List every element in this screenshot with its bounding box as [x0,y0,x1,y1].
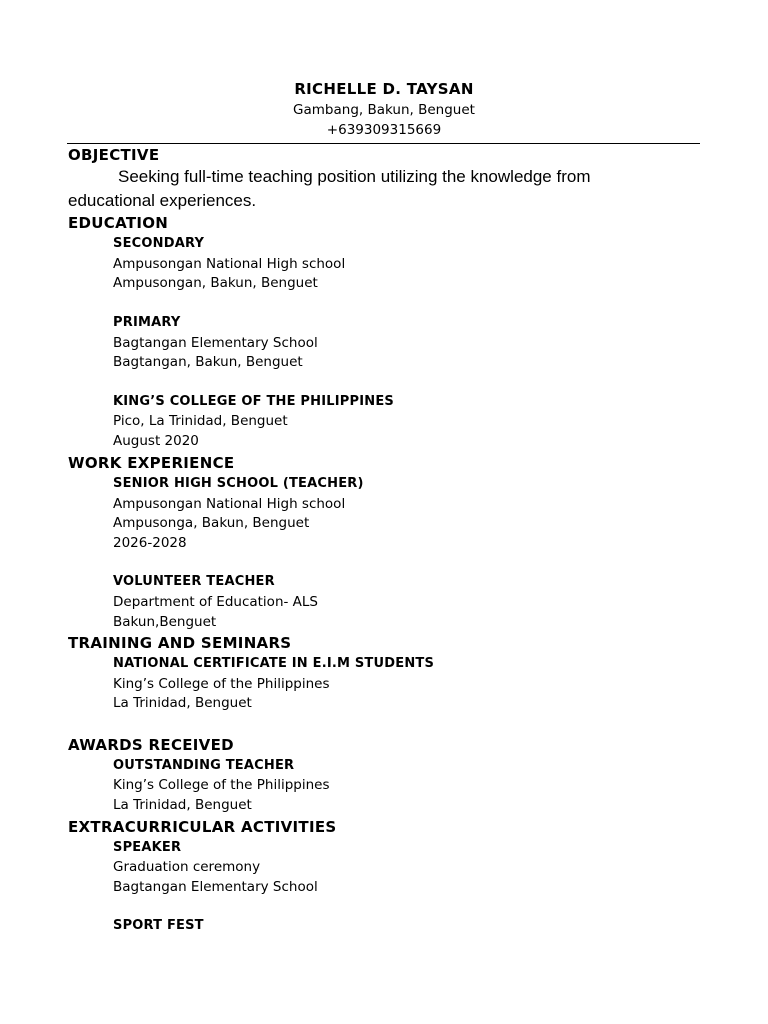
applicant-phone: +639309315669 [326,122,442,138]
work-experience-heading: WORK EXPERIENCE [68,454,235,472]
work-entry-line: Bakun,Benguet [113,614,217,630]
extracurricular-entry-line: Bagtangan Elementary School [113,879,318,895]
extracurricular-entry-title: SPORT FEST [113,918,204,933]
education-heading: EDUCATION [68,214,169,232]
work-entry-line: 2026-2028 [113,535,187,551]
education-entry-line: Bagtangan Elementary School [113,335,318,351]
work-entry-title: VOLUNTEER TEACHER [113,574,275,589]
training-heading: TRAINING AND SEMINARS [68,634,292,652]
work-entry-line: Department of Education- ALS [113,594,318,610]
work-entry-line: Ampusongan National High school [113,496,346,512]
education-entry-title: PRIMARY [113,315,181,330]
education-entry-line: Ampusongan, Bakun, Benguet [113,275,318,291]
education-entry-title: SECONDARY [113,236,205,251]
extracurricular-heading: EXTRACURRICULAR ACTIVITIES [68,818,337,836]
training-entry-line: King’s College of the Philippines [113,676,330,692]
education-entry-title: KING’S COLLEGE OF THE PHILIPPINES [113,394,394,409]
education-entry-line: Pico, La Trinidad, Benguet [113,413,288,429]
extracurricular-entry-line: Graduation ceremony [113,859,261,875]
awards-heading: AWARDS RECEIVED [68,736,234,754]
award-entry-line: King’s College of the Philippines [113,777,330,793]
award-entry-line: La Trinidad, Benguet [113,797,252,813]
extracurricular-entry-title: SPEAKER [113,840,182,855]
award-entry-title: OUTSTANDING TEACHER [113,758,295,773]
applicant-name: RICHELLE D. TAYSAN [294,80,474,98]
header-divider [67,143,700,144]
training-entry-title: NATIONAL CERTIFICATE IN E.I.M STUDENTS [113,656,435,671]
education-entry-line: Bagtangan, Bakun, Benguet [113,354,303,370]
objective-heading: OBJECTIVE [68,146,160,164]
training-entry-line: La Trinidad, Benguet [113,695,252,711]
objective-text-line-1: Seeking full-time teaching position utilizing the knowledge from [118,167,591,186]
education-entry-line: August 2020 [113,433,199,449]
education-entry-line: Ampusongan National High school [113,256,346,272]
work-entry-line: Ampusonga, Bakun, Benguet [113,515,310,531]
applicant-address: Gambang, Bakun, Benguet [293,102,475,118]
work-entry-title: SENIOR HIGH SCHOOL (TEACHER) [113,476,364,491]
objective-text-line-2: educational experiences. [68,191,257,210]
